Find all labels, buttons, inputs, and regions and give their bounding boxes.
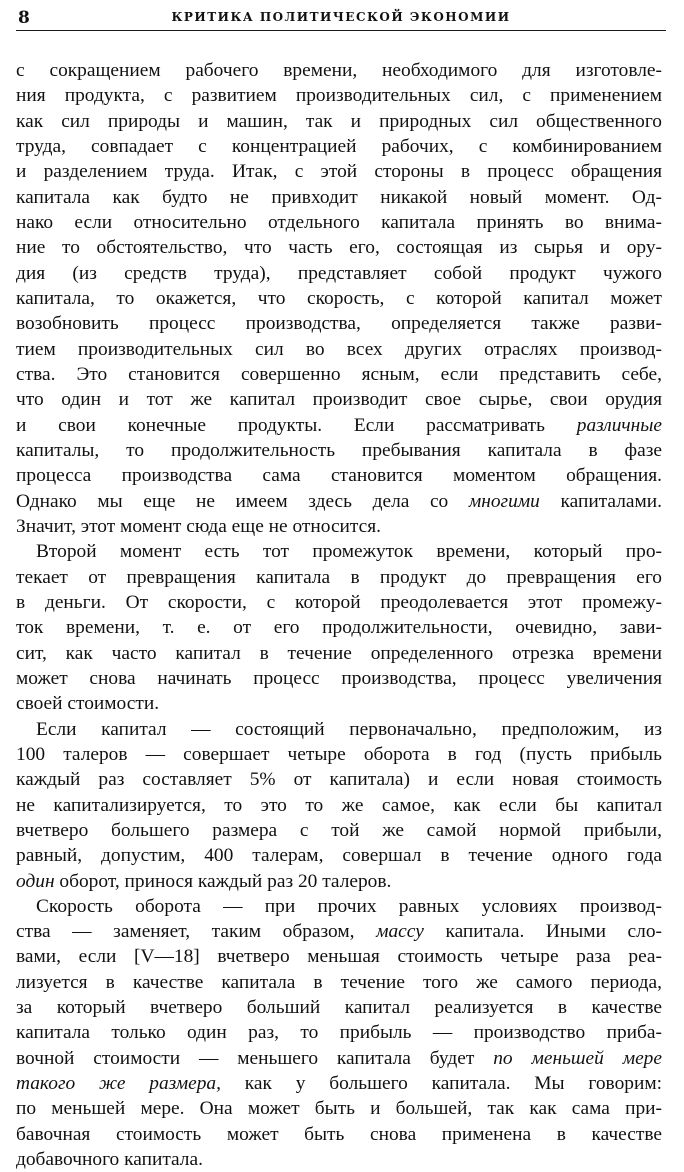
text-line: и свои конечные продукты. Если рассматривать различные — [16, 414, 662, 436]
text-line: текает от превращения капитала в продукт до превращения его — [16, 566, 662, 588]
running-title: КРИТИКА ПОЛИТИЧЕСКОЙ ЭКОНОМИИ — [171, 10, 511, 24]
paragraph — [16, 717, 662, 894]
text-line: труда, совпадает с концентрацией рабочих, с комбинированием — [16, 135, 662, 157]
text-line: возобновить процесс производства, определяется также разви- — [16, 313, 662, 335]
text-line: Скорость оборота — при прочих равных условиях производ- — [36, 895, 662, 917]
text-line: капиталы, то продолжительность пребывания капитала в фазе — [16, 439, 662, 461]
text-line: капитала только один раз, то прибыль — производство приба- — [16, 1022, 662, 1044]
running-header — [16, 6, 666, 31]
text-line: капитала как будто не привходит никакой новый момент. Од- — [16, 186, 662, 208]
text-line: 100 талеров — совершает четыре оборота в год (пусть прибыль — [16, 743, 662, 765]
text-line: что один и тот же капитал производит свое сырье, свои орудия — [16, 389, 662, 411]
text-line: как сил природы и машин, так и природных сил общественного — [16, 110, 662, 132]
text-line: тием производительных сил во всех других отраслях производ- — [16, 338, 662, 360]
text-line: ства — заменяет, таким образом, массу капитала. Иными сло- — [16, 921, 662, 943]
emphasis: один — [16, 870, 55, 892]
text-line: с сокращением рабочего времени, необходимого для изготовле- — [16, 60, 662, 81]
text-line: Однако мы еще не имеем здесь дела со многими капиталами. — [16, 490, 662, 512]
text-line: лизуется в качестве капитала в течение того же самого периода, — [16, 971, 662, 993]
text-line: сит, как часто капитал в течение определенного отрезка времени — [16, 642, 662, 664]
text-line: вчетверо большего размера с той же самой нормой прибыли, — [16, 819, 662, 841]
paragraph — [16, 539, 662, 716]
paragraph — [16, 894, 662, 1172]
page-number: 8 — [18, 8, 30, 28]
paragraph — [16, 58, 662, 539]
emphasis: многими — [468, 490, 540, 512]
text-line: по меньшей мере. Она может быть и большей, так как сама при- — [16, 1098, 662, 1120]
text-line: Второй момент есть тот промежуток времени, который про- — [36, 541, 662, 563]
text-line: ние то обстоятельство, что часть его, состоящая из сырья и ору- — [16, 237, 662, 259]
text-line: нако если относительно отдельного капитала принять во внима- — [16, 211, 662, 233]
text-line: дия (из средств труда), представляет собой продукт чужого — [16, 262, 662, 284]
text-line: вами, если [V—18] вчетверо меньшая стоимость четыре раза реа- — [16, 946, 662, 968]
emphasis: такого же размера, — [16, 1073, 221, 1095]
text-line: равный, допустим, 400 талерам, совершал в течение одного года — [16, 845, 662, 867]
text-line: Если капитал — состоящий первоначально, предположим, из — [36, 718, 662, 740]
text-line: один оборот, принося каждый раз 20 талеров. — [16, 870, 392, 892]
text-line: каждый раз составляет 5% от капитала) и если новая стоимость — [16, 769, 662, 791]
text-line: своей стоимости. — [16, 693, 160, 715]
text-line: такого же размера, как у большего капитала. Мы говорим: — [16, 1073, 662, 1095]
emphasis: по меньшей мере — [493, 1047, 662, 1069]
text-line: процесса производства сама становится моментом обращения. — [16, 465, 662, 487]
text-line: добавочного капитала. — [16, 1149, 203, 1171]
emphasis: массу — [376, 921, 424, 943]
text-line: может снова начинать процесс производства, процесс увеличения — [16, 667, 662, 689]
text-line: вочной стоимости — меньшего капитала будет по меньшей мере — [16, 1047, 662, 1069]
text-line: Значит, этот момент сюда еще не относится. — [16, 515, 382, 537]
text-line: бавочная стоимость может быть снова применена в качестве — [16, 1123, 662, 1145]
text-line: ток времени, т. е. от его продолжительности, очевидно, зави- — [16, 617, 662, 639]
body-text — [16, 58, 662, 1172]
text-line: ства. Это становится совершенно ясным, если представить себе, — [16, 363, 662, 385]
text-line: не капитализируется, то это то же самое, как если бы капитал — [16, 794, 662, 816]
emphasis: различные — [576, 414, 662, 436]
text-line: капитала, то окажется, что скорость, с которой капитал может — [16, 287, 662, 309]
text-line: ния продукта, с развитием производительных сил, с применением — [16, 85, 662, 107]
text-line: и разделением труда. Итак, с этой стороны в процесс обращения — [16, 161, 662, 183]
text-line: за который вчетверо больший капитал реализуется в качестве — [16, 997, 662, 1019]
text-line: в деньги. От скорости, с которой преодолевается этот промежу- — [16, 591, 662, 613]
